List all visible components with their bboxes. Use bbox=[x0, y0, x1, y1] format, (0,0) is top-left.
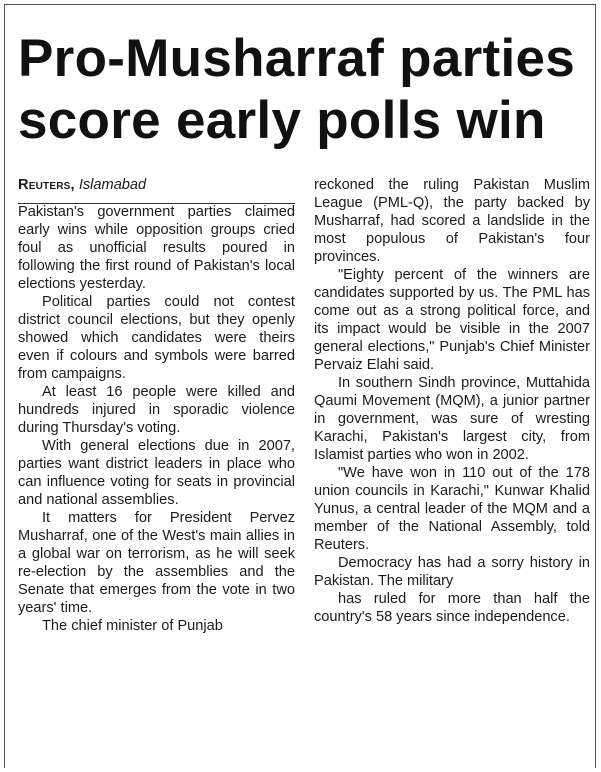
headline-line-2: score early polls win bbox=[18, 91, 546, 150]
headline-line-1: Pro-Musharraf parties bbox=[18, 29, 576, 88]
paragraph: The chief minister of Punjab bbox=[42, 618, 223, 634]
paragraph: reckoned the ruling Pakistan Muslim League (PML-Q), the party backed by Musharraf, had scored a landslide in the most populous of Pakistan's four provinces. bbox=[314, 177, 590, 265]
byline bbox=[18, 176, 295, 194]
paragraph: "Eighty percent of the winners are candidates supported by us. The PML has come out as a strong political force, and its impact would be visible in the 2007 general elections," Punjab's Chief Minister Pervaiz Elahi said. bbox=[314, 267, 590, 373]
paragraph: Democracy has had a sorry history in Pakistan. The military bbox=[314, 555, 590, 589]
paragraph: With general elections due in 2007, parties want district leaders in place who can influence voting for seats in provincial and national assemblies. bbox=[18, 438, 295, 508]
byline-agency: Reuters, bbox=[18, 177, 75, 193]
article-column-left bbox=[18, 176, 295, 635]
paragraph: Pakistan's government parties claimed early wins while opposition groups cried foul as unofficial results poured in following the first round of Pakistan's local elections yesterday. bbox=[18, 204, 295, 292]
paragraph: Political parties could not contest district council elections, but they openly showed which candidates were theirs even if colours and symbols were barred from campaigns. bbox=[18, 294, 295, 382]
headline bbox=[18, 28, 588, 152]
paragraph: "We have won in 110 out of the 178 union councils in Karachi," Kunwar Khalid Yunus, a central leader of the MQM and a member of the National Assembly, told Reuters. bbox=[314, 465, 590, 553]
byline-place: Islamabad bbox=[78, 177, 147, 193]
article-column-right bbox=[314, 176, 590, 626]
paragraph: At least 16 people were killed and hundreds injured in sporadic violence during Thursday's voting. bbox=[18, 384, 295, 436]
paragraph: It matters for President Pervez Musharraf, one of the West's main allies in a global war on terrorism, as he will seek re-election by the assemblies and the Senate that emerges from the vote in two years' time. bbox=[18, 510, 295, 616]
paragraph: In southern Sindh province, Muttahida Qaumi Movement (MQM), a junior partner in government, was sure of wresting Karachi, Pakistan's largest city, from Islamist parties who won in 2002. bbox=[314, 375, 590, 463]
byline-rule bbox=[18, 203, 295, 204]
paragraph: has ruled for more than half the country's 58 years since independence. bbox=[314, 591, 590, 625]
